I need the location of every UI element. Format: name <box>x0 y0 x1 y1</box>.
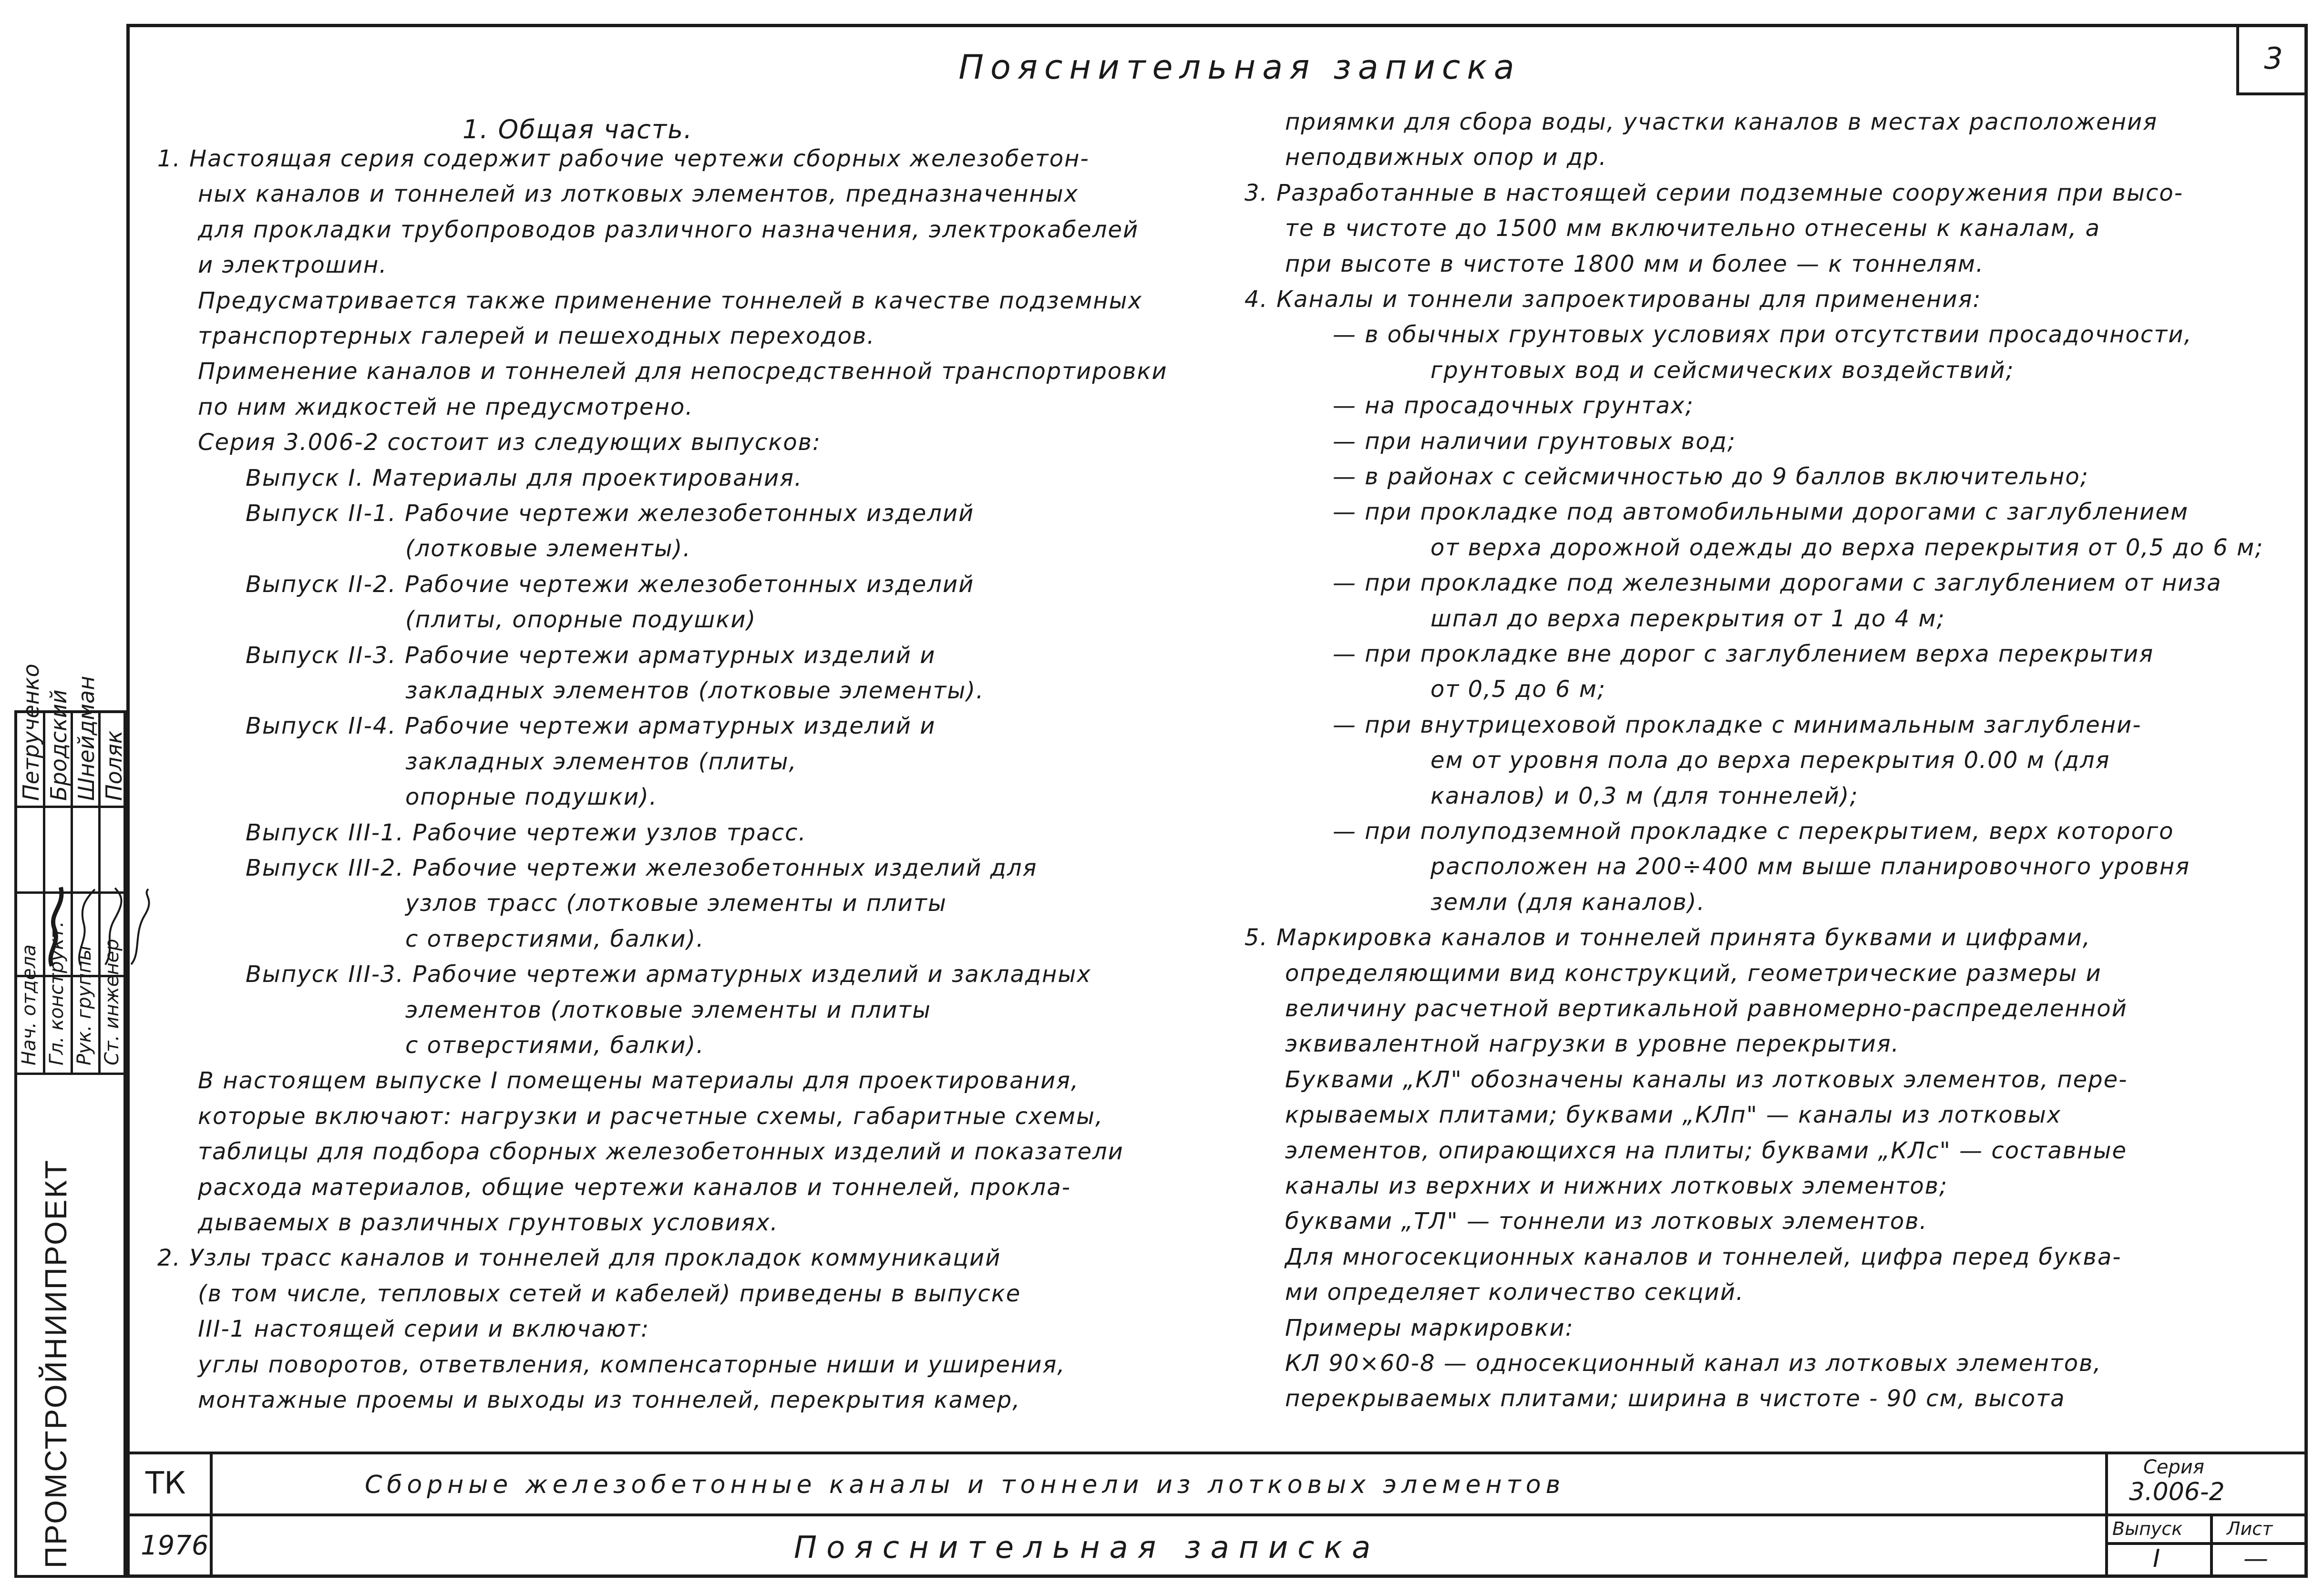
left-text-line: Выпуск II-4. Рабочие чертежи арматурных изделий и <box>246 713 936 740</box>
left-text-line: элементов (лотковые элементы и плиты <box>405 996 931 1023</box>
title-block-divider <box>2105 1452 2108 1578</box>
title-block-divider <box>126 1513 2308 1516</box>
right-text-line: земли (для каналов). <box>1430 889 1706 916</box>
section-heading: 1. Общая часть. <box>463 114 693 144</box>
right-text-line: приямки для сбора воды, участки каналов в местах расположения <box>1285 109 2158 135</box>
right-text-line: от верха дорожной одежды до верха перекрытия от 0,5 до 6 м; <box>1430 534 2264 561</box>
right-text-line: перекрываемых плитами; ширина в чистоте - 90 см, высота <box>1285 1385 2066 1412</box>
left-text-line: монтажные проемы и выходы из тоннелей, перекрытия камер, <box>198 1387 1021 1413</box>
right-text-line: ем от уровня пола до верха перекрытия 0.00 м (для <box>1430 747 2110 774</box>
left-text-line: опорные подушки). <box>405 784 658 811</box>
stamp-role: Гл. конструкт. <box>46 921 68 1065</box>
title-block-border <box>126 1452 2308 1454</box>
left-text-line: углы поворотов, ответвления, компенсаторные ниши и уширения, <box>198 1351 1066 1378</box>
right-text-line: каналов) и 0,3 м (для тоннелей); <box>1430 782 1859 809</box>
right-text-line: 5. Маркировка каналов и тоннелей принята буквами и цифрами, <box>1244 924 2091 951</box>
left-text-line: (лотковые элементы). <box>405 535 691 562</box>
left-text-line: Выпуск II-2. Рабочие чертежи железобетонных изделий <box>246 571 975 598</box>
right-text-line: буквами „ТЛ" — тоннели из лотковых элементов. <box>1285 1208 1928 1235</box>
right-text-line: ми определяет количество секций. <box>1285 1279 1745 1306</box>
subject: Сборные железобетонные каналы и тоннели из лотковых элементов <box>365 1471 1565 1499</box>
left-text-line: (плиты, опорные подушки) <box>405 606 757 634</box>
left-text-line: с отверстиями, балки). <box>405 1032 705 1059</box>
stamp-role: Нач. отдела <box>18 944 40 1065</box>
right-text-line: — в обычных грунтовых условиях при отсутствии просадочности, <box>1333 321 2192 348</box>
page-number-text: 3 <box>2264 41 2283 76</box>
right-text-line: КЛ 90×60-8 — односекционный канал из лотковых элементов, <box>1285 1350 2102 1377</box>
right-text-line: 3. Разработанные в настоящей серии подземные сооружения при высо- <box>1244 179 2184 206</box>
left-text-line: таблицы для подбора сборных железобетонных изделий и показатели <box>198 1138 1124 1166</box>
right-text-line: Для многосекционных каналов и тоннелей, цифра перед буква- <box>1285 1243 2122 1270</box>
right-text-line: — при полуподземной прокладке с перекрытием, верх которого <box>1333 818 2174 845</box>
left-text-line: В настоящем выпуске I помещены материалы для проектирования, <box>198 1067 1080 1094</box>
title-block <box>126 1452 2308 1578</box>
right-text-line: эквивалентной нагрузки в уровне перекрытия. <box>1285 1031 1900 1058</box>
year: 1976 <box>141 1530 209 1561</box>
left-text-line: Выпуск III-3. Рабочие чертежи арматурных изделий и закладных <box>246 961 1091 988</box>
document-title: Пояснительная записка <box>958 48 1521 87</box>
left-text-line: расхода материалов, общие чертежи каналов и тоннелей, прокла- <box>198 1174 1071 1201</box>
right-text-line: — при наличии грунтовых вод; <box>1333 428 1736 455</box>
right-text-line: крываемых плитами; буквами „КЛп" — каналы из лотковых <box>1285 1102 2062 1129</box>
title-block-divider <box>2210 1513 2213 1578</box>
stamp-divider <box>14 806 126 808</box>
right-text-line: — при прокладке вне дорог с заглублением верха перекрытия <box>1333 641 2154 667</box>
left-text-line: Выпуск I. Материалы для проектирования. <box>246 464 803 491</box>
series-value: 3.006-2 <box>2129 1478 2225 1506</box>
right-text-line: элементов, опирающихся на плиты; буквами „КЛс" — составные <box>1285 1137 2127 1164</box>
sheet-title: Пояснительная записка <box>794 1530 1380 1565</box>
right-text-line: те в чистоте до 1500 мм включительно отнесены к каналам, а <box>1285 215 2101 242</box>
right-text-line: Примеры маркировки: <box>1285 1314 1574 1341</box>
right-text-line: при высоте в чистоте 1800 мм и более — к тоннелям. <box>1285 250 1985 277</box>
left-text-line: Выпуск II-1. Рабочие чертежи железобетонных изделий <box>246 500 975 527</box>
left-text-line: закладных элементов (лотковые элементы). <box>405 677 985 704</box>
sheet-label: Лист <box>2227 1518 2273 1539</box>
right-text-line: 4. Каналы и тоннели запроектированы для применения: <box>1244 286 1982 313</box>
organization-name: ПРОМСТРОЙНИИПРОЕКТ <box>39 1159 73 1568</box>
right-text-line: величину расчетной вертикальной равномерно-распределенной <box>1285 995 2128 1022</box>
left-text-line: дываемых в различных грунтовых условиях. <box>198 1209 779 1236</box>
stamp-name: Петрученко <box>18 664 44 801</box>
stamp-name: Бродский <box>46 689 72 801</box>
left-text-line: (в том числе, тепловых сетей и кабелей) приведены в выпуске <box>198 1280 1021 1307</box>
left-text-line: и электрошин. <box>198 252 388 279</box>
stamp-role: Ст. инженер <box>101 939 123 1065</box>
title-block-divider <box>210 1452 213 1578</box>
issue-value: I <box>2153 1544 2160 1573</box>
right-text-line: — при прокладке под железными дорогами с заглублением от низа <box>1333 570 2222 597</box>
left-text-line: 1. Настоящая серия содержит рабочие чертежи сборных железобетон- <box>157 145 1090 172</box>
left-text-line: транспортерных галерей и пешеходных переходов. <box>198 323 875 349</box>
right-text-line: — при внутрицеховой прокладке с минимальным заглублени- <box>1333 711 2142 738</box>
left-text-line: Применение каналов и тоннелей для непосредственной транспортировки <box>198 358 1168 385</box>
issue-label: Выпуск <box>2112 1518 2183 1539</box>
right-text-line: каналы из верхних и нижних лотковых элементов; <box>1285 1173 1948 1199</box>
title-block-divider <box>2105 1542 2308 1545</box>
left-text-line: III-1 настоящей серии и включают: <box>198 1316 650 1343</box>
stamp-divider <box>14 1073 126 1075</box>
stamp-name: Поляк <box>101 730 127 801</box>
right-text-line: — в районах с сейсмичностью до 9 баллов включительно; <box>1333 463 2089 490</box>
left-text-line: закладных элементов (плиты, <box>405 748 797 775</box>
signature-stamp <box>14 664 127 1578</box>
left-text-line: Серия 3.006-2 состоит из следующих выпусков: <box>198 429 822 456</box>
left-text-line: по ним жидкостей не предусмотрено. <box>198 393 694 420</box>
stamp-name: Шнейдман <box>73 675 99 801</box>
right-text-line: — на просадочных грунтах; <box>1333 392 1694 419</box>
left-text-line: 2. Узлы трасс каналов и тоннелей для прокладок коммуникаций <box>157 1245 1001 1272</box>
right-text-line: грунтовых вод и сейсмических воздействий; <box>1430 357 2015 384</box>
left-text-line: Предусматривается также применение тоннелей в качестве подземных <box>198 287 1142 314</box>
right-text-line: от 0,5 до 6 м; <box>1430 676 1606 703</box>
left-text-line: которые включают: нагрузки и расчетные схемы, габаритные схемы, <box>198 1103 1104 1130</box>
left-text-line: Выпуск III-1. Рабочие чертежи узлов трасс. <box>246 819 807 846</box>
sheet-value: — <box>2243 1544 2268 1573</box>
left-text-line: Выпуск III-2. Рабочие чертежи железобетонных изделий для <box>246 855 1038 881</box>
left-text-line: с отверстиями, балки). <box>405 925 705 952</box>
right-text-line: неподвижных опор и др. <box>1285 144 1607 171</box>
left-text-line: ных каналов и тоннелей из лотковых элементов, предназначенных <box>198 181 1079 208</box>
org-code: ТК <box>145 1466 186 1501</box>
left-text-line: для прокладки трубопроводов различного назначения, электрокабелей <box>198 216 1139 243</box>
left-text-line: узлов трасс (лотковые элементы и плиты <box>405 890 947 917</box>
right-text-line: Буквами „КЛ" обозначены каналы из лотковых элементов, пере- <box>1285 1066 2128 1093</box>
page-number <box>2236 24 2308 95</box>
right-text-line: — при прокладке под автомобильными дорогами с заглублением <box>1333 499 2189 526</box>
series-label: Серия <box>2143 1456 2204 1478</box>
left-text-line: Выпуск II-3. Рабочие чертежи арматурных изделий и <box>246 642 936 669</box>
right-text-line: шпал до верха перекрытия от 1 до 4 м; <box>1430 605 1945 632</box>
right-text-line: расположен на 200÷400 мм выше планировочного уровня <box>1430 853 2190 880</box>
right-text-line: определяющими вид конструкций, геометрические размеры и <box>1285 960 2102 987</box>
stamp-role: Рук. группы <box>73 945 95 1065</box>
